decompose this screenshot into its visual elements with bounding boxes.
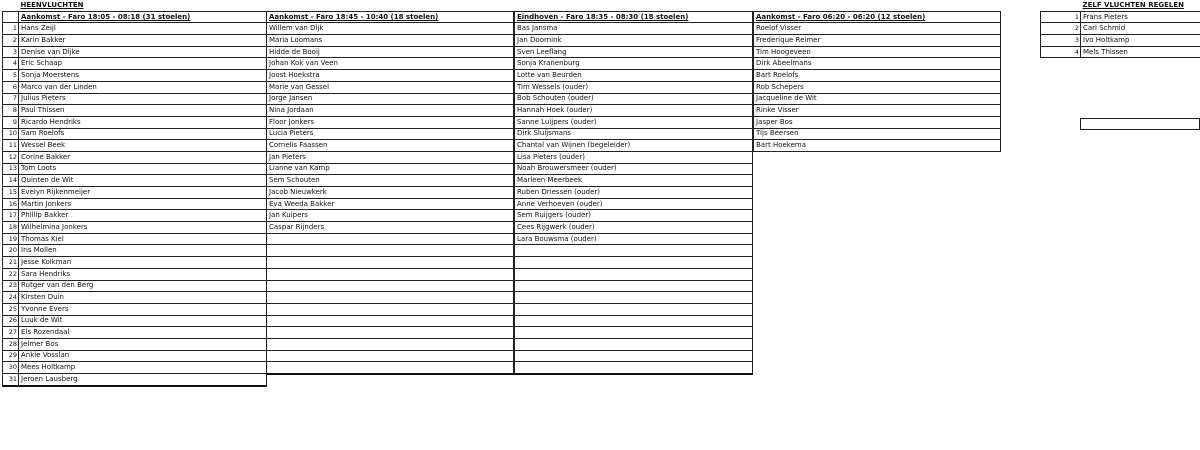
passenger-cell[interactable] xyxy=(515,268,753,280)
row-number: 9 xyxy=(3,116,19,128)
passenger-cell[interactable] xyxy=(515,303,753,315)
passenger-cell[interactable]: Lara Bouwsma (ouder) xyxy=(515,233,753,245)
table-row xyxy=(3,35,267,47)
passenger-cell[interactable] xyxy=(267,327,514,339)
row-number: 31 xyxy=(3,374,19,386)
passenger-cell[interactable]: Eric Schaap xyxy=(19,58,267,70)
passenger-cell[interactable]: Hannah Hoek (ouder) xyxy=(515,105,753,117)
passenger-cell[interactable]: Rinke Visser xyxy=(754,105,1001,117)
table-row xyxy=(515,268,753,280)
table-row xyxy=(267,128,514,140)
passenger-cell[interactable]: Rob Schepers xyxy=(754,81,1001,93)
table-row xyxy=(515,362,753,374)
passenger-cell[interactable]: Mels Thissen xyxy=(1081,46,1200,58)
passenger-cell[interactable]: Noah Brouwersmeer (ouder) xyxy=(515,163,753,175)
table-row xyxy=(754,23,1001,35)
table-row xyxy=(754,116,1001,128)
row-number: 21 xyxy=(3,257,19,269)
table-row xyxy=(3,350,267,362)
passenger-cell[interactable]: Frederique Reimer xyxy=(754,35,1001,47)
table-row xyxy=(267,245,514,257)
passenger-cell[interactable] xyxy=(267,303,514,315)
table-row xyxy=(267,198,514,210)
table-row xyxy=(515,175,753,187)
passenger-cell[interactable]: Sara Hendriks xyxy=(19,268,267,280)
table-row xyxy=(515,222,753,234)
table-row xyxy=(267,23,514,35)
table-row xyxy=(267,338,514,350)
row-number: 18 xyxy=(3,222,19,234)
table-row xyxy=(515,46,753,58)
table-row xyxy=(3,46,267,58)
passenger-cell[interactable]: Ankie Vosslan xyxy=(19,350,267,362)
flight-header: Aankomst - Faro 18:45 - 10:40 (18 stoelen) xyxy=(267,11,514,23)
row-number: 11 xyxy=(3,140,19,152)
passenger-cell[interactable] xyxy=(515,338,753,350)
passenger-cell[interactable]: Tim Hoogeveen xyxy=(754,46,1001,58)
passenger-cell[interactable]: Julius Pieters xyxy=(19,93,267,105)
table-row xyxy=(267,70,514,82)
passenger-cell[interactable]: Cees Rijgwerk (ouder) xyxy=(515,222,753,234)
passenger-cell[interactable]: Carl Schmid xyxy=(1081,23,1200,35)
table-row xyxy=(3,280,267,292)
row-number: 27 xyxy=(3,327,19,339)
table-row xyxy=(754,81,1001,93)
passenger-cell[interactable]: Sem Ruijgers (ouder) xyxy=(515,210,753,222)
table-row xyxy=(515,151,753,163)
passenger-cell[interactable]: Evelyn Rijkenmeijer xyxy=(19,187,267,199)
row-number: 14 xyxy=(3,175,19,187)
table-row xyxy=(515,303,753,315)
table-row xyxy=(515,338,753,350)
row-number: 12 xyxy=(3,151,19,163)
table-row xyxy=(3,303,267,315)
passenger-cell[interactable]: Tijs Beersen xyxy=(754,128,1001,140)
table-row xyxy=(267,175,514,187)
passenger-cell[interactable] xyxy=(515,315,753,327)
table-row xyxy=(515,327,753,339)
passenger-cell[interactable] xyxy=(515,350,753,362)
passenger-cell[interactable]: Kirsten Duin xyxy=(19,292,267,304)
table-row xyxy=(267,93,514,105)
row-number: 3 xyxy=(3,46,19,58)
passenger-cell[interactable]: Thomas Kiel xyxy=(19,233,267,245)
table-row xyxy=(515,280,753,292)
passenger-cell[interactable]: Sem Schouten xyxy=(267,175,514,187)
table-row xyxy=(3,292,267,304)
passenger-cell[interactable]: Bart Roelofs xyxy=(754,70,1001,82)
passenger-cell[interactable]: Denise van Dijke xyxy=(19,46,267,58)
passenger-cell[interactable] xyxy=(267,245,514,257)
table-row xyxy=(1041,35,1200,47)
passenger-cell[interactable]: Lianne van Kamp xyxy=(267,163,514,175)
passenger-cell[interactable]: Sanne Luijpers (ouder) xyxy=(515,116,753,128)
table-row xyxy=(3,233,267,245)
passenger-cell[interactable]: Lotte van Beurden xyxy=(515,70,753,82)
passenger-cell[interactable]: Els Rozendaal xyxy=(19,327,267,339)
passenger-cell[interactable]: Karin Bakker xyxy=(19,35,267,47)
passenger-cell[interactable]: Willem van Dijk xyxy=(267,23,514,35)
table-row xyxy=(3,338,267,350)
table-row xyxy=(3,175,267,187)
table-row xyxy=(3,128,267,140)
section-title: ZELF VLUCHTEN REGELEN xyxy=(1081,0,1200,11)
passenger-cell[interactable]: Jesse Kolkman xyxy=(19,257,267,269)
passenger-cell[interactable]: Jan Pieters xyxy=(267,151,514,163)
passenger-cell[interactable]: Iris Mollen xyxy=(19,245,267,257)
table-row xyxy=(267,140,514,152)
row-number: 19 xyxy=(3,233,19,245)
passenger-cell[interactable]: Wilhelmina Jonkers xyxy=(19,222,267,234)
table-row xyxy=(515,292,753,304)
flight-column-3 xyxy=(514,0,753,375)
table-row xyxy=(515,140,753,152)
passenger-cell[interactable] xyxy=(515,292,753,304)
table-row xyxy=(1041,23,1200,35)
table-row xyxy=(515,93,753,105)
passenger-cell[interactable]: Sven Leeflang xyxy=(515,46,753,58)
passenger-cell[interactable]: Frans Pieters xyxy=(1081,11,1200,23)
passenger-cell[interactable]: Phillip Bakker xyxy=(19,210,267,222)
table-row xyxy=(754,128,1001,140)
passenger-cell[interactable]: Tim Wessels (ouder) xyxy=(515,81,753,93)
table-row xyxy=(515,233,753,245)
passenger-cell[interactable] xyxy=(267,338,514,350)
table-row xyxy=(754,46,1001,58)
passenger-cell[interactable]: Dirk Abeelmans xyxy=(754,58,1001,70)
row-number: 2 xyxy=(3,35,19,47)
row-number: 4 xyxy=(1041,46,1081,58)
row-number: 4 xyxy=(3,58,19,70)
table-row xyxy=(515,350,753,362)
table-row xyxy=(3,327,267,339)
table-row xyxy=(267,81,514,93)
table-row xyxy=(3,81,267,93)
table-row xyxy=(267,46,514,58)
table-row xyxy=(515,210,753,222)
table-row xyxy=(1041,11,1200,23)
table-row xyxy=(3,58,267,70)
passenger-cell[interactable]: Cornelis Faassen xyxy=(267,140,514,152)
passenger-cell[interactable] xyxy=(267,257,514,269)
table-row xyxy=(3,245,267,257)
passenger-cell[interactable]: Quinten de Wit xyxy=(19,175,267,187)
passenger-cell[interactable] xyxy=(267,280,514,292)
table-row xyxy=(3,268,267,280)
passenger-cell[interactable]: Jan Doornink xyxy=(515,35,753,47)
row-number: 5 xyxy=(3,70,19,82)
passenger-cell[interactable]: Dirk Sluijsmans xyxy=(515,128,753,140)
passenger-cell[interactable] xyxy=(515,257,753,269)
table-row xyxy=(515,198,753,210)
passenger-cell[interactable]: Hans Zeijl xyxy=(19,23,267,35)
table-row xyxy=(754,105,1001,117)
table-row xyxy=(267,35,514,47)
table-row xyxy=(267,163,514,175)
table-row xyxy=(515,81,753,93)
table-row xyxy=(267,210,514,222)
flight-column-4 xyxy=(753,0,1001,152)
passenger-cell[interactable]: Jeroen Lausberg xyxy=(19,374,267,386)
section-title: HEENVLUCHTEN xyxy=(19,0,267,11)
table-row xyxy=(267,280,514,292)
empty-cell[interactable] xyxy=(1080,118,1200,130)
table-row xyxy=(3,70,267,82)
row-number: 13 xyxy=(3,163,19,175)
passenger-cell[interactable]: Lucia Pieters xyxy=(267,128,514,140)
table-row xyxy=(515,245,753,257)
passenger-cell[interactable]: Maria Loomans xyxy=(267,35,514,47)
passenger-cell[interactable]: Jacob Nieuwkerk xyxy=(267,187,514,199)
row-number: 29 xyxy=(3,350,19,362)
table-row xyxy=(754,140,1001,152)
table-row xyxy=(3,222,267,234)
table-row xyxy=(754,35,1001,47)
table-row xyxy=(3,23,267,35)
flight-header: Aankomst - Faro 06:20 - 06:20 (12 stoelen) xyxy=(754,11,1001,23)
passenger-cell[interactable] xyxy=(515,327,753,339)
passenger-cell[interactable]: Jelmer Bos xyxy=(19,338,267,350)
passenger-cell[interactable]: Corine Bakker xyxy=(19,151,267,163)
passenger-cell[interactable] xyxy=(267,233,514,245)
passenger-cell[interactable]: Yvonne Evers xyxy=(19,303,267,315)
table-row xyxy=(3,105,267,117)
table-row xyxy=(267,187,514,199)
passenger-cell[interactable]: Floor Jonkers xyxy=(267,116,514,128)
passenger-cell[interactable] xyxy=(515,245,753,257)
row-number: 22 xyxy=(3,268,19,280)
passenger-cell[interactable]: Bart Hoekema xyxy=(754,140,1001,152)
table-row xyxy=(3,151,267,163)
passenger-cell[interactable]: Ivo Holtkamp xyxy=(1081,35,1200,47)
table-row xyxy=(3,187,267,199)
passenger-cell[interactable]: Ruben Driessen (ouder) xyxy=(515,187,753,199)
table-row xyxy=(267,105,514,117)
passenger-cell[interactable] xyxy=(267,315,514,327)
passenger-cell[interactable]: Sonja Moerstens xyxy=(19,70,267,82)
passenger-cell[interactable]: Hidde de Booij xyxy=(267,46,514,58)
row-number: 6 xyxy=(3,81,19,93)
passenger-cell[interactable]: Nina Jordaan xyxy=(267,105,514,117)
table-row xyxy=(515,163,753,175)
passenger-cell[interactable]: Ricardo Hendriks xyxy=(19,116,267,128)
table-row xyxy=(3,140,267,152)
table-row xyxy=(267,151,514,163)
row-number: 15 xyxy=(3,187,19,199)
passenger-cell[interactable]: Bob Schouten (ouder) xyxy=(515,93,753,105)
heenvluchten-table xyxy=(2,0,267,387)
table-row xyxy=(3,210,267,222)
flight-header: Eindhoven - Faro 18:35 - 08:30 (18 stoelen) xyxy=(515,11,753,23)
passenger-cell[interactable] xyxy=(267,292,514,304)
row-number: 24 xyxy=(3,292,19,304)
flight-header: Aankomst - Faro 18:05 - 08:18 (31 stoelen) xyxy=(19,11,267,23)
table-row xyxy=(3,315,267,327)
row-number: 16 xyxy=(3,198,19,210)
table-row xyxy=(267,292,514,304)
row-number: 1 xyxy=(3,23,19,35)
table-row xyxy=(267,315,514,327)
passenger-cell[interactable]: Rutger van den Berg xyxy=(19,280,267,292)
table-row xyxy=(267,350,514,362)
passenger-cell[interactable]: Bas Jansma xyxy=(515,23,753,35)
passenger-cell[interactable]: Marleen Meerbeek xyxy=(515,175,753,187)
passenger-cell[interactable]: Roelof Visser xyxy=(754,23,1001,35)
passenger-cell[interactable] xyxy=(515,362,753,374)
row-number: 17 xyxy=(3,210,19,222)
table-row xyxy=(515,257,753,269)
row-number: 8 xyxy=(3,105,19,117)
passenger-cell[interactable]: Caspar Rijnders xyxy=(267,222,514,234)
passenger-cell[interactable]: Tom Loots xyxy=(19,163,267,175)
table-row xyxy=(267,116,514,128)
table-row xyxy=(515,105,753,117)
table-row xyxy=(754,70,1001,82)
table-row xyxy=(267,268,514,280)
row-number: 20 xyxy=(3,245,19,257)
passenger-cell[interactable] xyxy=(267,350,514,362)
row-number: 26 xyxy=(3,315,19,327)
row-number: 25 xyxy=(3,303,19,315)
table-row xyxy=(515,187,753,199)
passenger-cell[interactable]: Lisa Pieters (ouder) xyxy=(515,151,753,163)
table-row xyxy=(267,327,514,339)
passenger-cell[interactable]: Marie van Gessel xyxy=(267,81,514,93)
passenger-cell[interactable]: Wessel Beek xyxy=(19,140,267,152)
row-number: 2 xyxy=(1041,23,1081,35)
passenger-cell[interactable]: Jan Kuipers xyxy=(267,210,514,222)
passenger-cell[interactable]: Anne Verhoeven (ouder) xyxy=(515,198,753,210)
table-row xyxy=(3,116,267,128)
table-row xyxy=(515,58,753,70)
table-row xyxy=(267,222,514,234)
table-row xyxy=(3,198,267,210)
zelf-vluchten-table xyxy=(1040,0,1200,58)
passenger-cell[interactable]: Eva Weeda Bakker xyxy=(267,198,514,210)
flight-column-2 xyxy=(266,0,514,375)
passenger-cell[interactable] xyxy=(515,280,753,292)
passenger-cell[interactable]: Paul Thissen xyxy=(19,105,267,117)
row-number: 23 xyxy=(3,280,19,292)
table-row xyxy=(3,257,267,269)
table-row xyxy=(515,23,753,35)
passenger-cell[interactable]: Jorge Jansen xyxy=(267,93,514,105)
table-row xyxy=(515,116,753,128)
table-row xyxy=(267,257,514,269)
table-row xyxy=(267,303,514,315)
passenger-cell[interactable]: Joost Hoekstra xyxy=(267,70,514,82)
table-row xyxy=(3,93,267,105)
passenger-cell[interactable]: Marco van der Linden xyxy=(19,81,267,93)
passenger-cell[interactable]: Mees Holtkamp xyxy=(19,362,267,374)
table-row xyxy=(3,374,267,386)
table-row xyxy=(267,58,514,70)
passenger-cell[interactable]: Jasper Bos xyxy=(754,116,1001,128)
passenger-cell[interactable]: Luuk de Wit xyxy=(19,315,267,327)
passenger-cell[interactable]: Chantal van Wijnen (begeleider) xyxy=(515,140,753,152)
table-row xyxy=(515,315,753,327)
passenger-cell[interactable]: Jacqueline de Wit xyxy=(754,93,1001,105)
table-row xyxy=(3,362,267,374)
passenger-cell[interactable]: Sam Roelofs xyxy=(19,128,267,140)
passenger-cell[interactable]: Martin Jonkers xyxy=(19,198,267,210)
table-row xyxy=(267,362,514,374)
row-number: 1 xyxy=(1041,11,1081,23)
row-number: 3 xyxy=(1041,35,1081,47)
table-row xyxy=(754,93,1001,105)
passenger-cell[interactable]: Sonja Kranenburg xyxy=(515,58,753,70)
row-number: 10 xyxy=(3,128,19,140)
row-number: 28 xyxy=(3,338,19,350)
table-row xyxy=(1041,46,1200,58)
table-row xyxy=(267,233,514,245)
passenger-cell[interactable] xyxy=(267,268,514,280)
table-row xyxy=(515,128,753,140)
row-number: 30 xyxy=(3,362,19,374)
passenger-cell[interactable] xyxy=(267,362,514,374)
table-row xyxy=(754,58,1001,70)
table-row xyxy=(3,163,267,175)
table-row xyxy=(515,35,753,47)
passenger-cell[interactable]: Johan Kok van Veen xyxy=(267,58,514,70)
table-row xyxy=(515,70,753,82)
row-number: 7 xyxy=(3,93,19,105)
